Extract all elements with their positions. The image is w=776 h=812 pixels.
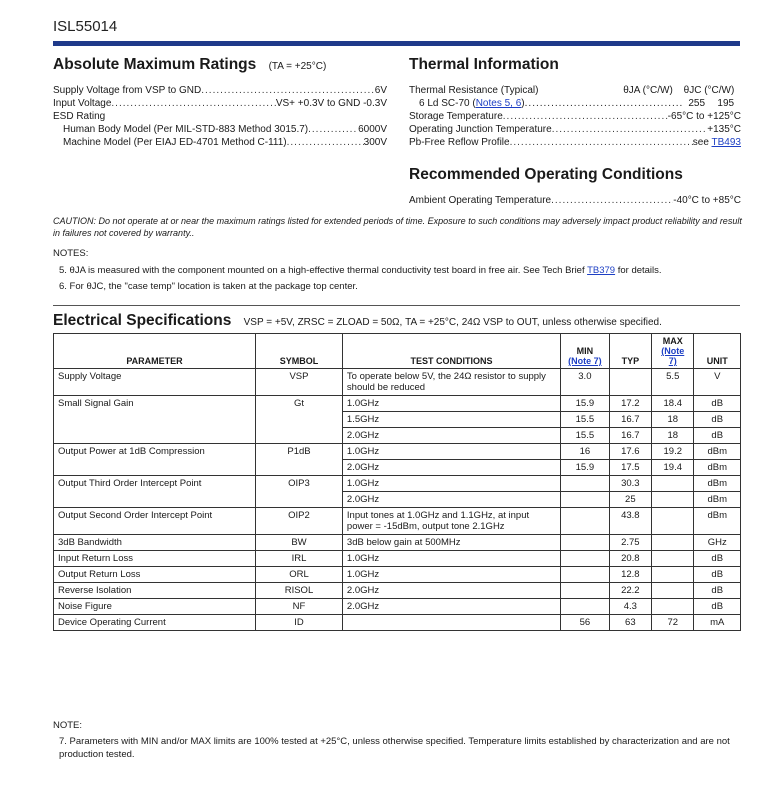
theta-jc-header: θJC (°C/W): [683, 85, 735, 96]
cell-max: 18.4: [652, 396, 694, 412]
cell-typ: 20.8: [609, 551, 651, 567]
thermal-row: [409, 123, 741, 136]
abs-max-value: 6000V: [358, 124, 387, 135]
abs-max-row: [53, 110, 387, 123]
cell-test: 2.0GHz: [342, 583, 560, 599]
cell-typ: 4.3: [609, 599, 651, 615]
leader-dots: [525, 97, 683, 110]
cell-symbol: NF: [256, 599, 343, 615]
col-symbol: SYMBOL: [256, 334, 343, 369]
abs-max-condition: (TA = +25°C): [268, 61, 327, 72]
cell-min: 15.9: [561, 460, 609, 476]
cell-typ: 16.7: [609, 428, 651, 444]
notes-list: [59, 263, 662, 295]
max-note-link[interactable]: (Note 7): [661, 346, 685, 366]
col-min: [561, 334, 609, 369]
col-typ: TYP: [609, 334, 651, 369]
cell-parameter: Output Third Order Intercept Point: [54, 476, 256, 508]
cell-parameter: Supply Voltage: [54, 369, 256, 396]
cell-test: 3dB below gain at 500MHz: [342, 535, 560, 551]
abs-max-label: Human Body Model (Per MIL-STD-883 Method 3015.7): [63, 124, 309, 135]
cell-max: [652, 583, 694, 599]
thermal-label: Operating Junction Temperature: [409, 124, 552, 135]
leader-dots: [552, 123, 708, 136]
cell-unit: dBm: [694, 492, 741, 508]
cell-test: 2.0GHz: [342, 428, 560, 444]
cell-max: [652, 599, 694, 615]
cell-symbol: ORL: [256, 567, 343, 583]
cell-parameter: Small Signal Gain: [54, 396, 256, 444]
cell-symbol: IRL: [256, 551, 343, 567]
cell-symbol: OIP3: [256, 476, 343, 508]
abs-max-label: ESD Rating: [53, 111, 106, 122]
cell-parameter: Device Operating Current: [54, 615, 256, 631]
cell-min: 16: [561, 444, 609, 460]
cell-unit: dB: [694, 412, 741, 428]
abs-max-title-text: Absolute Maximum Ratings: [53, 56, 257, 73]
cell-unit: mA: [694, 615, 741, 631]
leader-dots: [551, 194, 673, 207]
cell-min: [561, 535, 609, 551]
cell-symbol: P1dB: [256, 444, 343, 476]
cell-unit: dBm: [694, 508, 741, 535]
col-parameter: PARAMETER: [54, 334, 256, 369]
cell-typ: 12.8: [609, 567, 651, 583]
table-row: [54, 476, 741, 492]
note-6: 6. For θJC, the "case temp" location is taken at the package top center.: [59, 281, 358, 292]
cell-max: [652, 535, 694, 551]
cell-min: [561, 492, 609, 508]
cell-symbol: ID: [256, 615, 343, 631]
cell-unit: dB: [694, 396, 741, 412]
theta-ja-header: θJA (°C/W): [623, 85, 673, 96]
cell-max: 72: [652, 615, 694, 631]
min-header: MIN: [576, 346, 594, 356]
cell-unit: dBm: [694, 444, 741, 460]
thermal-package-row: [409, 97, 741, 110]
cell-min: 15.9: [561, 396, 609, 412]
tb379-link[interactable]: TB379: [587, 265, 616, 276]
cell-symbol: BW: [256, 535, 343, 551]
elec-spec-condition: VSP = +5V, ZRSC = ZLOAD = 50Ω, TA = +25°C, 24Ω VSP to OUT, unless otherwise specified.: [243, 317, 662, 328]
cell-min: [561, 476, 609, 492]
cell-max: [652, 567, 694, 583]
elec-spec-title-text: Electrical Specifications: [53, 312, 232, 329]
cell-test: 2.0GHz: [342, 599, 560, 615]
note-5-tail: for details.: [615, 265, 662, 276]
cell-parameter: Input Return Loss: [54, 551, 256, 567]
notes-5-6-link[interactable]: Notes 5, 6: [475, 98, 522, 109]
table-row: [54, 567, 741, 583]
abs-max-row: [53, 136, 387, 149]
abs-max-title: [53, 56, 387, 74]
table-body: [54, 369, 741, 631]
cell-test: 2.0GHz: [342, 492, 560, 508]
abs-max-row: [53, 97, 387, 110]
leader-dots: [287, 136, 364, 149]
cell-symbol: RISOL: [256, 583, 343, 599]
note-heading: NOTE:: [53, 720, 83, 731]
package-name: 6 Ld SC-70 (: [419, 98, 476, 109]
abs-max-row: [53, 84, 387, 97]
cell-symbol: OIP2: [256, 508, 343, 535]
cell-test: 2.0GHz: [342, 460, 560, 476]
cell-parameter: 3dB Bandwidth: [54, 535, 256, 551]
cell-typ: 43.8: [609, 508, 651, 535]
thermal-label: Pb-Free Reflow Profile: [409, 137, 510, 148]
cell-unit: dB: [694, 599, 741, 615]
recommended-value: -40°C to +85°C: [673, 195, 741, 206]
cell-test: Input tones at 1.0GHz and 1.1GHz, at input power = -15dBm, output tone 2.1GHz: [342, 508, 560, 535]
table-row: [54, 535, 741, 551]
table-row: [54, 583, 741, 599]
cell-min: [561, 599, 609, 615]
cell-parameter: Output Return Loss: [54, 567, 256, 583]
leader-dots: [510, 136, 693, 149]
thermal-row: [409, 136, 741, 149]
cell-min: 56: [561, 615, 609, 631]
cell-unit: V: [694, 369, 741, 396]
cell-test: [342, 615, 560, 631]
note-5: [59, 263, 662, 279]
cell-parameter: Noise Figure: [54, 599, 256, 615]
caution-text: CAUTION: Do not operate at or near the maximum ratings listed for extended periods of time. Exposure to such conditions may adversely impact product reliability and result in failures not covered by warranty..: [53, 216, 742, 238]
col-max: [652, 334, 694, 369]
cell-typ: 30.3: [609, 476, 651, 492]
abs-max-label: Machine Model (Per EIAJ ED-4701 Method C-111): [63, 137, 287, 148]
cell-parameter: Output Second Order Intercept Point: [54, 508, 256, 535]
cell-unit: dBm: [694, 460, 741, 476]
cell-test: 1.0GHz: [342, 444, 560, 460]
cell-test: To operate below 5V, the 24Ω resistor to supply should be reduced: [342, 369, 560, 396]
theta-jc-value: 195: [717, 98, 735, 109]
part-number: ISL55014: [53, 18, 118, 35]
abs-max-value: VS+ +0.3V to GND -0.3V: [275, 98, 387, 109]
notes-heading: NOTES:: [53, 248, 89, 259]
cell-max: [652, 551, 694, 567]
thermal-value: -65°C to +125°C: [667, 111, 741, 122]
cell-typ: 22.2: [609, 583, 651, 599]
table-header-row: [54, 334, 741, 369]
cell-unit: GHz: [694, 535, 741, 551]
abs-max-value: 300V: [363, 137, 387, 148]
thermal-row: [409, 110, 741, 123]
cell-max: [652, 492, 694, 508]
cell-symbol: Gt: [256, 396, 343, 444]
cell-max: [652, 508, 694, 535]
leader-dots: [111, 97, 275, 110]
cell-min: 15.5: [561, 412, 609, 428]
thermal-label: Storage Temperature: [409, 111, 503, 122]
table-row: [54, 444, 741, 460]
cell-test: 1.0GHz: [342, 567, 560, 583]
recommended-row: [409, 194, 741, 207]
cell-typ: 25: [609, 492, 651, 508]
note-7: 7. Parameters with MIN and/or MAX limits are 100% tested at +25°C, unless otherwise specified. Temperature limits established by characterization and are not production tested.: [59, 736, 730, 760]
cell-min: [561, 551, 609, 567]
elec-spec-title: [53, 312, 662, 330]
cell-max: 18: [652, 412, 694, 428]
thermal-value: [693, 136, 741, 149]
theta-ja-value: 255: [688, 98, 706, 109]
elec-spec-table: [53, 333, 741, 631]
recommended-title: Recommended Operating Conditions: [409, 166, 683, 183]
leader-dots: [308, 123, 358, 136]
thermal-resistance-label: Thermal Resistance (Typical): [409, 85, 539, 96]
cell-max: 5.5: [652, 369, 694, 396]
abs-max-row: [53, 123, 387, 136]
cell-unit: dB: [694, 583, 741, 599]
cell-typ: 17.5: [609, 460, 651, 476]
cell-unit: dB: [694, 567, 741, 583]
package-label: [409, 97, 525, 110]
cell-min: 3.0: [561, 369, 609, 396]
cell-unit: dBm: [694, 476, 741, 492]
table-row: [54, 599, 741, 615]
cell-max: 19.4: [652, 460, 694, 476]
cell-min: [561, 508, 609, 535]
table-row: [54, 508, 741, 535]
cell-max: [652, 476, 694, 492]
thermal-header-row: [409, 84, 741, 97]
cell-test: 1.0GHz: [342, 551, 560, 567]
cell-test: 1.0GHz: [342, 476, 560, 492]
cell-min: [561, 583, 609, 599]
abs-max-label: Input Voltage: [53, 98, 112, 109]
header-rule: [53, 41, 740, 46]
cell-max: 19.2: [652, 444, 694, 460]
cell-unit: dB: [694, 551, 741, 567]
cell-parameter: Output Power at 1dB Compression: [54, 444, 256, 476]
thermal-value: +135°C: [707, 124, 741, 135]
table-row: [54, 551, 741, 567]
see-text: see: [692, 137, 712, 148]
table-row: [54, 369, 741, 396]
thermal-section: [409, 56, 741, 149]
section-divider: [53, 305, 740, 306]
note-5-text: 5. θJA is measured with the component mounted on a high-effective thermal conductivity test board in free air. See Tech Brief: [59, 265, 588, 276]
cell-test: 1.5GHz: [342, 412, 560, 428]
package-close-paren: ): [521, 98, 525, 109]
cell-typ: 2.75: [609, 535, 651, 551]
cell-unit: dB: [694, 428, 741, 444]
cell-symbol: VSP: [256, 369, 343, 396]
table-row: [54, 396, 741, 412]
cell-test: 1.0GHz: [342, 396, 560, 412]
cell-min: 15.5: [561, 428, 609, 444]
abs-max-value: 6V: [374, 85, 387, 96]
col-test-conditions: TEST CONDITIONS: [342, 334, 560, 369]
col-unit: UNIT: [694, 334, 741, 369]
cell-typ: 17.6: [609, 444, 651, 460]
min-note-link[interactable]: (Note 7): [568, 356, 602, 366]
leader-dots: [201, 84, 375, 97]
cell-typ: [609, 369, 651, 396]
cell-min: [561, 567, 609, 583]
recommended-section: [409, 166, 741, 207]
leader-dots: [503, 110, 668, 123]
cell-max: 18: [652, 428, 694, 444]
abs-max-label: Supply Voltage from VSP to GND: [53, 85, 202, 96]
max-header: MAX: [662, 336, 683, 346]
recommended-label: Ambient Operating Temperature: [409, 195, 552, 206]
abs-max-section: [53, 56, 387, 149]
cell-typ: 63: [609, 615, 651, 631]
cell-typ: 16.7: [609, 412, 651, 428]
cell-parameter: Reverse Isolation: [54, 583, 256, 599]
thermal-title: Thermal Information: [409, 56, 559, 73]
tb493-link[interactable]: TB493: [711, 137, 741, 148]
table-row: [54, 615, 741, 631]
cell-typ: 17.2: [609, 396, 651, 412]
